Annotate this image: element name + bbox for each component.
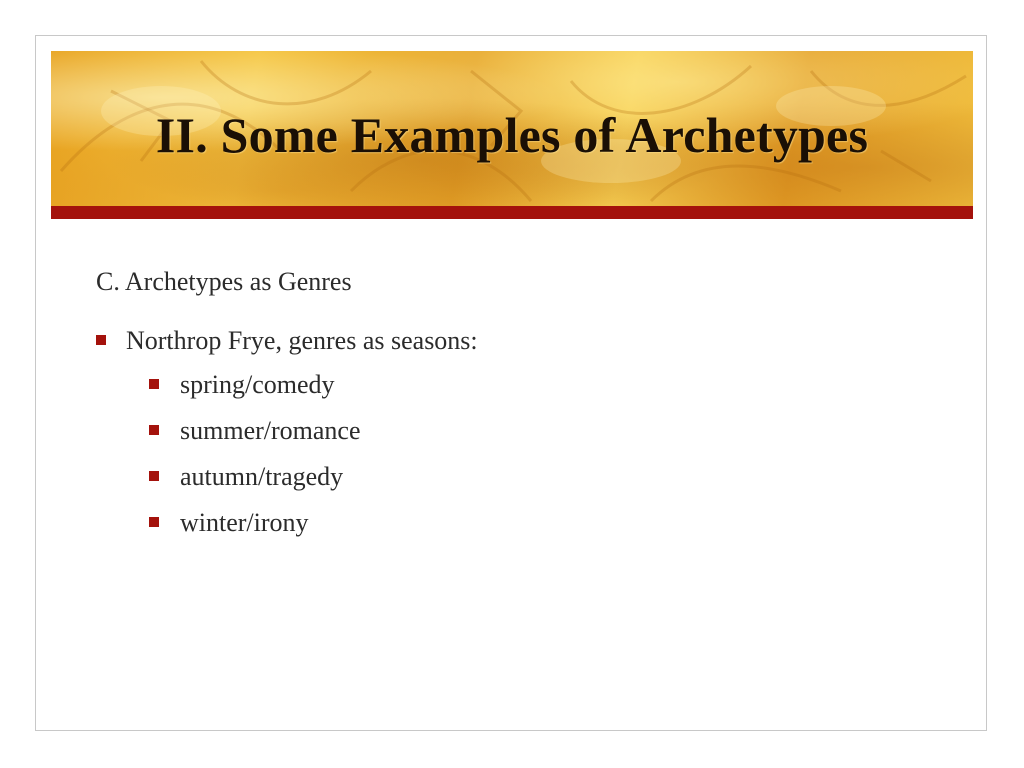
square-bullet-icon — [96, 335, 106, 345]
sub-bullet-text: summer/romance — [180, 416, 361, 445]
slide-title: II. Some Examples of Archetypes — [155, 106, 869, 163]
sub-bullet-text: spring/comedy — [180, 370, 335, 399]
square-bullet-icon — [149, 425, 159, 435]
bullet-item — [96, 325, 956, 357]
square-bullet-icon — [149, 517, 159, 527]
sub-bullet-text: autumn/tragedy — [180, 462, 344, 491]
sub-bullet-item — [96, 507, 956, 539]
square-bullet-icon — [149, 379, 159, 389]
title-banner — [51, 51, 973, 206]
sub-bullet-text: winter/irony — [180, 508, 309, 537]
section-subheading: C. Archetypes as Genres — [96, 267, 352, 296]
sub-bullet-item — [96, 461, 956, 493]
title-underline — [51, 206, 973, 219]
square-bullet-icon — [149, 471, 159, 481]
sub-bullet-item — [96, 369, 956, 401]
sub-bullet-item — [96, 415, 956, 447]
bullet-text: Northrop Frye, genres as seasons: — [126, 326, 478, 355]
slide-body — [96, 262, 956, 553]
